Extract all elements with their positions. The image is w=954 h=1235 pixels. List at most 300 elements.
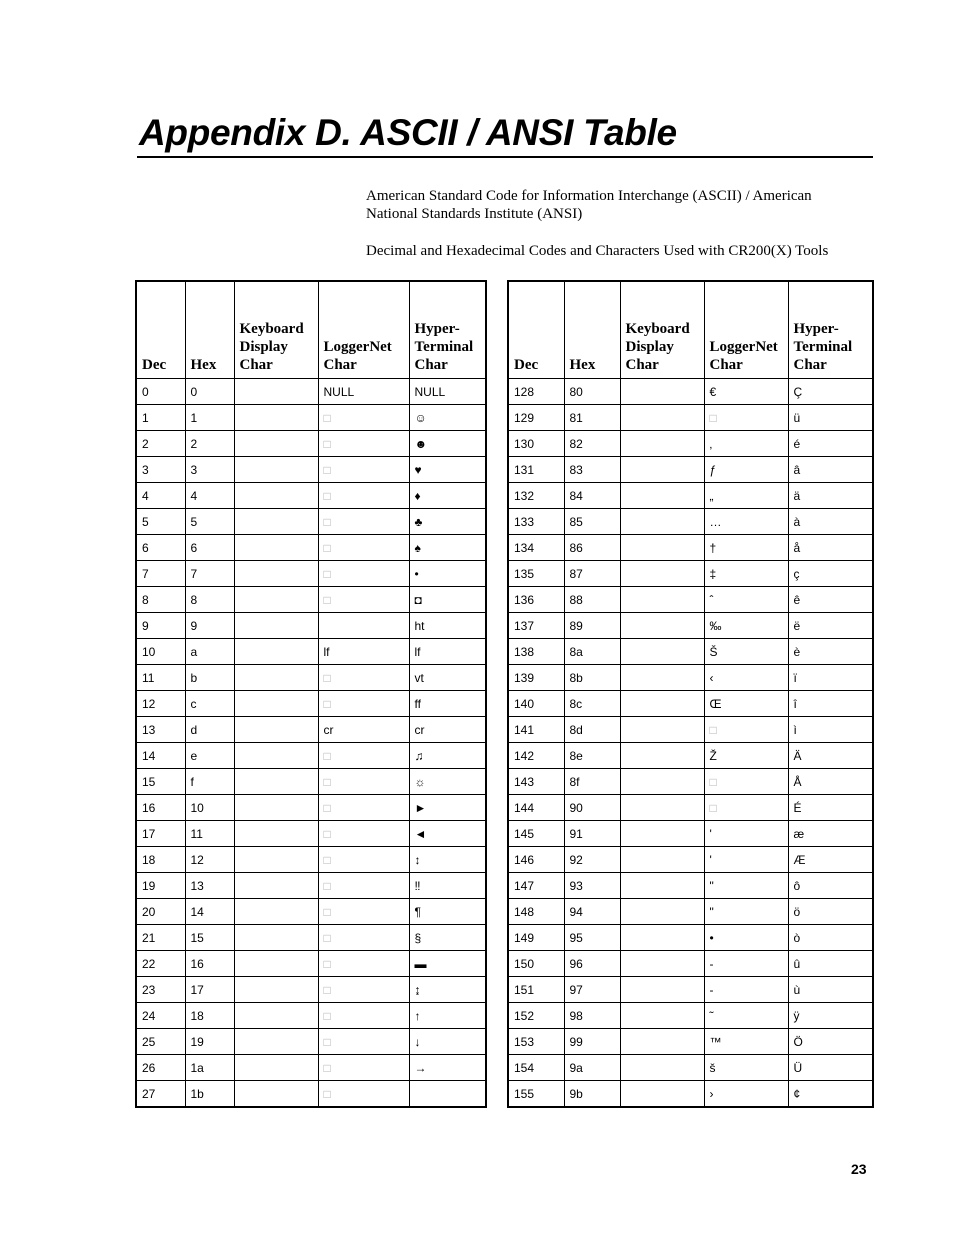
loggernet-char-cell: □: [318, 535, 409, 561]
dec-cell: 7: [136, 561, 185, 587]
keyboard-char-cell: [620, 951, 704, 977]
table-row: [508, 743, 873, 769]
hyperterminal-char-cell: Ç: [788, 379, 873, 405]
hex-cell: 8c: [564, 691, 620, 717]
keyboard-char-cell: [234, 821, 318, 847]
ascii-table-left: [135, 280, 487, 1108]
dec-cell: 143: [508, 769, 564, 795]
dec-cell: 20: [136, 899, 185, 925]
dec-cell: 27: [136, 1081, 185, 1108]
hyperterminal-char-cell: cr: [409, 717, 486, 743]
keyboard-char-cell: [620, 665, 704, 691]
keyboard-char-cell: [234, 977, 318, 1003]
dec-cell: 142: [508, 743, 564, 769]
keyboard-char-cell: [620, 405, 704, 431]
hex-cell: 87: [564, 561, 620, 587]
table-row: [136, 509, 486, 535]
hyperterminal-char-cell: ht: [409, 613, 486, 639]
dec-cell: 16: [136, 795, 185, 821]
loggernet-char-cell: □: [318, 795, 409, 821]
hex-cell: 97: [564, 977, 620, 1003]
hex-cell: 95: [564, 925, 620, 951]
dec-cell: 2: [136, 431, 185, 457]
hyperterminal-char-cell: ¶: [409, 899, 486, 925]
dec-cell: 152: [508, 1003, 564, 1029]
keyboard-char-cell: [620, 769, 704, 795]
keyboard-char-cell: [234, 1055, 318, 1081]
table-row: [136, 769, 486, 795]
hyperterminal-char-cell: ÿ: [788, 1003, 873, 1029]
hex-cell: 85: [564, 509, 620, 535]
header-loggernet-char: LoggerNet Char: [704, 281, 788, 379]
keyboard-char-cell: [234, 431, 318, 457]
keyboard-char-cell: [234, 795, 318, 821]
table-row: [136, 1055, 486, 1081]
table-row: [136, 925, 486, 951]
hyperterminal-char-cell: ☺: [409, 405, 486, 431]
dec-cell: 12: [136, 691, 185, 717]
hyperterminal-char-cell: ☻: [409, 431, 486, 457]
loggernet-char-cell: ‹: [704, 665, 788, 691]
table-row: [136, 847, 486, 873]
hex-cell: 96: [564, 951, 620, 977]
intro-line-1: American Standard Code for Information Interchange (ASCII) / American National Standards Institute (ANSI): [366, 188, 812, 222]
keyboard-char-cell: [234, 951, 318, 977]
table-row: [136, 977, 486, 1003]
loggernet-char-cell: [318, 613, 409, 639]
loggernet-char-cell: □: [318, 587, 409, 613]
hyperterminal-char-cell: ô: [788, 873, 873, 899]
dec-cell: 140: [508, 691, 564, 717]
keyboard-char-cell: [620, 691, 704, 717]
loggernet-char-cell: □: [318, 743, 409, 769]
hex-cell: 86: [564, 535, 620, 561]
dec-cell: 154: [508, 1055, 564, 1081]
keyboard-char-cell: [620, 509, 704, 535]
intro-line-2: Decimal and Hexadecimal Codes and Characters Used with CR200(X) Tools: [366, 243, 829, 259]
header-loggernet-char: LoggerNet Char: [318, 281, 409, 379]
keyboard-char-cell: [620, 925, 704, 951]
intro-text: [366, 187, 866, 279]
table-row: [508, 509, 873, 535]
loggernet-char-cell: Œ: [704, 691, 788, 717]
hex-cell: 15: [185, 925, 234, 951]
hex-cell: 91: [564, 821, 620, 847]
dec-cell: 4: [136, 483, 185, 509]
table-row: [508, 847, 873, 873]
hex-cell: b: [185, 665, 234, 691]
loggernet-char-cell: ‡: [704, 561, 788, 587]
table-row: [136, 431, 486, 457]
loggernet-char-cell: □: [318, 483, 409, 509]
dec-cell: 19: [136, 873, 185, 899]
dec-cell: 18: [136, 847, 185, 873]
hex-cell: 93: [564, 873, 620, 899]
loggernet-char-cell: □: [318, 1081, 409, 1108]
table-row: [136, 535, 486, 561]
hyperterminal-char-cell: ç: [788, 561, 873, 587]
hex-cell: 88: [564, 587, 620, 613]
dec-cell: 155: [508, 1081, 564, 1108]
keyboard-char-cell: [620, 457, 704, 483]
hex-cell: 5: [185, 509, 234, 535]
hyperterminal-char-cell: Æ: [788, 847, 873, 873]
hyperterminal-char-cell: ï: [788, 665, 873, 691]
hex-cell: 17: [185, 977, 234, 1003]
hyperterminal-char-cell: ff: [409, 691, 486, 717]
keyboard-char-cell: [234, 509, 318, 535]
dec-cell: 145: [508, 821, 564, 847]
table-row: [508, 587, 873, 613]
table-row: [508, 691, 873, 717]
keyboard-char-cell: [620, 977, 704, 1003]
keyboard-char-cell: [620, 561, 704, 587]
keyboard-char-cell: [234, 717, 318, 743]
loggernet-char-cell: ': [704, 847, 788, 873]
dec-cell: 137: [508, 613, 564, 639]
hyperterminal-char-cell: ä: [788, 483, 873, 509]
dec-cell: 0: [136, 379, 185, 405]
table-row: [136, 665, 486, 691]
dec-cell: 8: [136, 587, 185, 613]
page-number: 23: [851, 1161, 867, 1177]
hyperterminal-char-cell: Ä: [788, 743, 873, 769]
loggernet-char-cell: †: [704, 535, 788, 561]
table-row: [508, 1029, 873, 1055]
loggernet-char-cell: €: [704, 379, 788, 405]
loggernet-char-cell: ƒ: [704, 457, 788, 483]
hyperterminal-char-cell: ▬: [409, 951, 486, 977]
hex-cell: 1: [185, 405, 234, 431]
loggernet-char-cell: ›: [704, 1081, 788, 1108]
hyperterminal-char-cell: ♫: [409, 743, 486, 769]
hex-cell: 12: [185, 847, 234, 873]
table-row: [508, 379, 873, 405]
dec-cell: 15: [136, 769, 185, 795]
loggernet-char-cell: •: [704, 925, 788, 951]
hex-cell: 9b: [564, 1081, 620, 1108]
dec-cell: 11: [136, 665, 185, 691]
dec-cell: 136: [508, 587, 564, 613]
header-hyperterminal-char: Hyper-Terminal Char: [788, 281, 873, 379]
hyperterminal-char-cell: ì: [788, 717, 873, 743]
table-row: [136, 743, 486, 769]
loggernet-char-cell: -: [704, 951, 788, 977]
keyboard-char-cell: [620, 379, 704, 405]
table-row: [508, 795, 873, 821]
table-row: [508, 925, 873, 951]
dec-cell: 129: [508, 405, 564, 431]
keyboard-char-cell: [620, 1029, 704, 1055]
loggernet-char-cell: □: [704, 769, 788, 795]
hyperterminal-char-cell: ↨: [409, 977, 486, 1003]
keyboard-char-cell: [234, 873, 318, 899]
header-hyperterminal-char: Hyper-Terminal Char: [409, 281, 486, 379]
loggernet-char-cell: □: [318, 847, 409, 873]
title-rule: [137, 156, 873, 158]
table-row: [136, 457, 486, 483]
table-row: [508, 613, 873, 639]
hyperterminal-char-cell: ♥: [409, 457, 486, 483]
loggernet-char-cell: cr: [318, 717, 409, 743]
hyperterminal-char-cell: ê: [788, 587, 873, 613]
dec-cell: 22: [136, 951, 185, 977]
loggernet-char-cell: □: [318, 665, 409, 691]
keyboard-char-cell: [234, 457, 318, 483]
dec-cell: 26: [136, 1055, 185, 1081]
hyperterminal-char-cell: lf: [409, 639, 486, 665]
hex-cell: 8d: [564, 717, 620, 743]
loggernet-char-cell: □: [318, 977, 409, 1003]
loggernet-char-cell: „: [704, 483, 788, 509]
hex-cell: 8b: [564, 665, 620, 691]
hex-cell: 81: [564, 405, 620, 431]
table-row: [136, 483, 486, 509]
dec-cell: 128: [508, 379, 564, 405]
hex-cell: 14: [185, 899, 234, 925]
hex-cell: 18: [185, 1003, 234, 1029]
table-row: [508, 977, 873, 1003]
loggernet-char-cell: □: [318, 951, 409, 977]
table-row: [136, 795, 486, 821]
hyperterminal-char-cell: à: [788, 509, 873, 535]
dec-cell: 134: [508, 535, 564, 561]
hyperterminal-char-cell: §: [409, 925, 486, 951]
keyboard-char-cell: [234, 899, 318, 925]
keyboard-char-cell: [620, 821, 704, 847]
hex-cell: e: [185, 743, 234, 769]
dec-cell: 21: [136, 925, 185, 951]
table-header-row: [508, 281, 873, 379]
keyboard-char-cell: [620, 483, 704, 509]
table-row: [508, 483, 873, 509]
keyboard-char-cell: [234, 535, 318, 561]
hex-cell: 6: [185, 535, 234, 561]
loggernet-char-cell: □: [318, 1029, 409, 1055]
hex-cell: 19: [185, 1029, 234, 1055]
table-row: [508, 431, 873, 457]
hyperterminal-char-cell: å: [788, 535, 873, 561]
hyperterminal-char-cell: ♦: [409, 483, 486, 509]
loggernet-char-cell: ˜: [704, 1003, 788, 1029]
table-row: [508, 457, 873, 483]
keyboard-char-cell: [234, 925, 318, 951]
keyboard-char-cell: [234, 405, 318, 431]
hex-cell: 9: [185, 613, 234, 639]
hyperterminal-char-cell: û: [788, 951, 873, 977]
hex-cell: 16: [185, 951, 234, 977]
loggernet-char-cell: ": [704, 873, 788, 899]
table-row: [508, 899, 873, 925]
hyperterminal-char-cell: æ: [788, 821, 873, 847]
hex-cell: 84: [564, 483, 620, 509]
table-row: [508, 535, 873, 561]
dec-cell: 1: [136, 405, 185, 431]
dec-cell: 153: [508, 1029, 564, 1055]
dec-cell: 138: [508, 639, 564, 665]
hex-cell: 3: [185, 457, 234, 483]
hex-cell: 13: [185, 873, 234, 899]
dec-cell: 133: [508, 509, 564, 535]
loggernet-char-cell: š: [704, 1055, 788, 1081]
table-row: [508, 821, 873, 847]
hex-cell: 89: [564, 613, 620, 639]
loggernet-char-cell: □: [704, 405, 788, 431]
keyboard-char-cell: [234, 587, 318, 613]
dec-cell: 17: [136, 821, 185, 847]
table-row: [136, 639, 486, 665]
hex-cell: 0: [185, 379, 234, 405]
table-row: [508, 665, 873, 691]
hyperterminal-char-cell: É: [788, 795, 873, 821]
table-row: [136, 691, 486, 717]
hyperterminal-char-cell: ù: [788, 977, 873, 1003]
keyboard-char-cell: [620, 613, 704, 639]
header-keyboard-display-char: Keyboard Display Char: [620, 281, 704, 379]
hyperterminal-char-cell: ◘: [409, 587, 486, 613]
hyperterminal-char-cell: è: [788, 639, 873, 665]
keyboard-char-cell: [620, 743, 704, 769]
dec-cell: 5: [136, 509, 185, 535]
table-row: [508, 561, 873, 587]
hex-cell: 11: [185, 821, 234, 847]
hyperterminal-char-cell: â: [788, 457, 873, 483]
loggernet-char-cell: ": [704, 899, 788, 925]
keyboard-char-cell: [234, 769, 318, 795]
keyboard-char-cell: [234, 613, 318, 639]
hyperterminal-char-cell: →: [409, 1055, 486, 1081]
table-row: [508, 405, 873, 431]
dec-cell: 6: [136, 535, 185, 561]
hex-cell: a: [185, 639, 234, 665]
hex-cell: 8a: [564, 639, 620, 665]
loggernet-char-cell: □: [704, 717, 788, 743]
header-dec: Dec: [508, 281, 564, 379]
hyperterminal-char-cell: ↓: [409, 1029, 486, 1055]
table-row: [136, 717, 486, 743]
dec-cell: 3: [136, 457, 185, 483]
table-row: [136, 379, 486, 405]
dec-cell: 150: [508, 951, 564, 977]
hex-cell: d: [185, 717, 234, 743]
dec-cell: 9: [136, 613, 185, 639]
loggernet-char-cell: lf: [318, 639, 409, 665]
table-row: [136, 873, 486, 899]
keyboard-char-cell: [620, 717, 704, 743]
hyperterminal-char-cell: ë: [788, 613, 873, 639]
table-row: [508, 1003, 873, 1029]
table-row: [136, 1081, 486, 1108]
hyperterminal-char-cell: ↑: [409, 1003, 486, 1029]
hex-cell: 80: [564, 379, 620, 405]
header-dec: Dec: [136, 281, 185, 379]
keyboard-char-cell: [234, 379, 318, 405]
loggernet-char-cell: □: [704, 795, 788, 821]
hyperterminal-char-cell: ↕: [409, 847, 486, 873]
table-row: [136, 405, 486, 431]
hyperterminal-char-cell: vt: [409, 665, 486, 691]
dec-cell: 130: [508, 431, 564, 457]
loggernet-char-cell: □: [318, 431, 409, 457]
keyboard-char-cell: [234, 1081, 318, 1108]
keyboard-char-cell: [620, 847, 704, 873]
hex-cell: 7: [185, 561, 234, 587]
loggernet-char-cell: Š: [704, 639, 788, 665]
hex-cell: 9a: [564, 1055, 620, 1081]
dec-cell: 23: [136, 977, 185, 1003]
loggernet-char-cell: □: [318, 769, 409, 795]
keyboard-char-cell: [620, 431, 704, 457]
loggernet-char-cell: …: [704, 509, 788, 535]
dec-cell: 10: [136, 639, 185, 665]
header-keyboard-display-char: Keyboard Display Char: [234, 281, 318, 379]
hyperterminal-char-cell: Å: [788, 769, 873, 795]
hyperterminal-char-cell: ♣: [409, 509, 486, 535]
dec-cell: 13: [136, 717, 185, 743]
page-title: Appendix D. ASCII / ANSI Table: [139, 112, 677, 153]
table-row: [508, 717, 873, 743]
table-row: [136, 613, 486, 639]
dec-cell: 147: [508, 873, 564, 899]
keyboard-char-cell: [620, 1081, 704, 1108]
keyboard-char-cell: [620, 795, 704, 821]
keyboard-char-cell: [620, 873, 704, 899]
table-row: [508, 873, 873, 899]
hex-cell: 98: [564, 1003, 620, 1029]
keyboard-char-cell: [620, 1003, 704, 1029]
ascii-table-right: [507, 280, 874, 1108]
loggernet-char-cell: -: [704, 977, 788, 1003]
table-row: [508, 1055, 873, 1081]
loggernet-char-cell: ˆ: [704, 587, 788, 613]
table-row: [136, 951, 486, 977]
hyperterminal-char-cell: ö: [788, 899, 873, 925]
hyperterminal-char-cell: ☼: [409, 769, 486, 795]
keyboard-char-cell: [234, 1029, 318, 1055]
loggernet-char-cell: □: [318, 561, 409, 587]
hex-cell: 1a: [185, 1055, 234, 1081]
hex-cell: 82: [564, 431, 620, 457]
dec-cell: 141: [508, 717, 564, 743]
hex-cell: c: [185, 691, 234, 717]
hyperterminal-char-cell: é: [788, 431, 873, 457]
dec-cell: 25: [136, 1029, 185, 1055]
hyperterminal-char-cell: ò: [788, 925, 873, 951]
dec-cell: 135: [508, 561, 564, 587]
hex-cell: 8e: [564, 743, 620, 769]
keyboard-char-cell: [620, 587, 704, 613]
table-row: [508, 769, 873, 795]
keyboard-char-cell: [234, 847, 318, 873]
header-hex: Hex: [185, 281, 234, 379]
keyboard-char-cell: [234, 561, 318, 587]
keyboard-char-cell: [234, 639, 318, 665]
keyboard-char-cell: [620, 899, 704, 925]
table-row: [136, 1003, 486, 1029]
table-row: [136, 1029, 486, 1055]
loggernet-char-cell: □: [318, 821, 409, 847]
loggernet-char-cell: ‰: [704, 613, 788, 639]
loggernet-char-cell: □: [318, 899, 409, 925]
table-row: [508, 639, 873, 665]
hyperterminal-char-cell: [409, 1081, 486, 1108]
loggernet-char-cell: ‚: [704, 431, 788, 457]
loggernet-char-cell: □: [318, 691, 409, 717]
hex-cell: 99: [564, 1029, 620, 1055]
dec-cell: 132: [508, 483, 564, 509]
dec-cell: 139: [508, 665, 564, 691]
hex-cell: 2: [185, 431, 234, 457]
